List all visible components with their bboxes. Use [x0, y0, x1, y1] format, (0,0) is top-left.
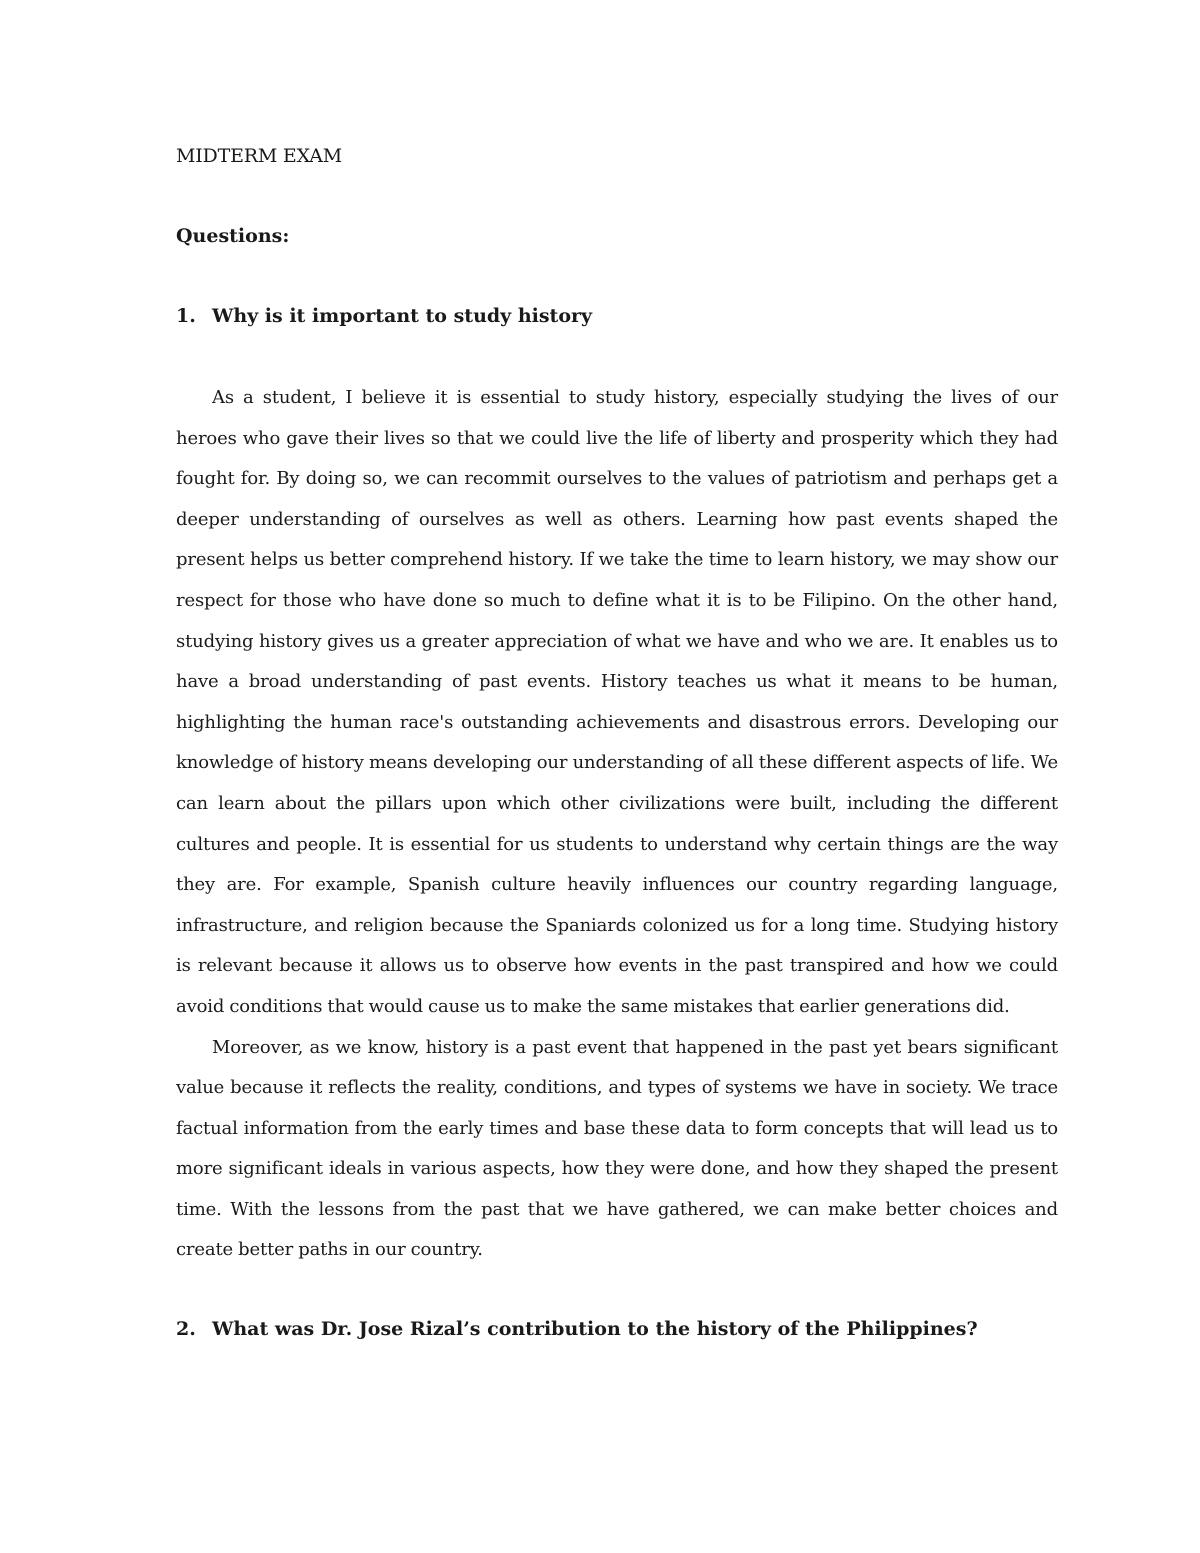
document-page — [176, 140, 1058, 1345]
question-1-number: 1. — [176, 305, 196, 327]
question-2-number: 2. — [176, 1318, 196, 1341]
question-2-heading — [176, 1313, 1058, 1345]
answer-paragraph-1: As a student, I believe it is essential to study history, especially studying the lives of our heroes who gave their lives so that we could live the life of liberty and prosperity which they had fought for. By doing so, we can recommit ourselves to the values of patriotism and perhaps get a deeper understanding of ourselves as well as others. Learning how past events shaped the present helps us better comprehend history. If we take the time to learn history, we may show our respect for those who have done so much to define what it is to be Filipino. On the other hand, studying history gives us a greater appreciation of what we have and who we are. It enables us to have a broad understanding of past events. History teaches us what it means to be human, highlighting the human race's outstanding achievements and disastrous errors. Developing our knowledge of history means developing our understanding of all these different aspects of life. We can learn about the pillars upon which other civilizations were built, including the different cultures and people. It is essential for us students to understand why certain things are the way they are. For example, Spanish culture heavily influences our country regarding language, infrastructure, and religion because the Spaniards colonized us for a long time. Studying history is relevant because it allows us to observe how events in the past transpired and how we could avoid conditions that would cause us to make the same mistakes that earlier generations did. — [176, 387, 1058, 1017]
question-1-answer — [176, 378, 1058, 1271]
question-2-text: What was Dr. Jose Rizal’s contribution to the history of the Philippines? — [212, 1318, 978, 1341]
answer-paragraph-2: Moreover, as we know, history is a past event that happened in the past yet bears significant value because it reflects the reality, conditions, and types of systems we have in society. We trace factual information from the early times and base these data to form concepts that will lead us to more significant ideals in various aspects, how they were done, and how they shaped the present time. With the lessons from the past that we have gathered, we can make better choices and create better paths in our country. — [176, 1036, 1058, 1261]
question-1-heading — [176, 300, 1058, 332]
questions-label: Questions: — [176, 225, 290, 247]
question-1-text: Why is it important to study history — [212, 305, 593, 327]
document-title: MIDTERM EXAM — [176, 145, 343, 167]
